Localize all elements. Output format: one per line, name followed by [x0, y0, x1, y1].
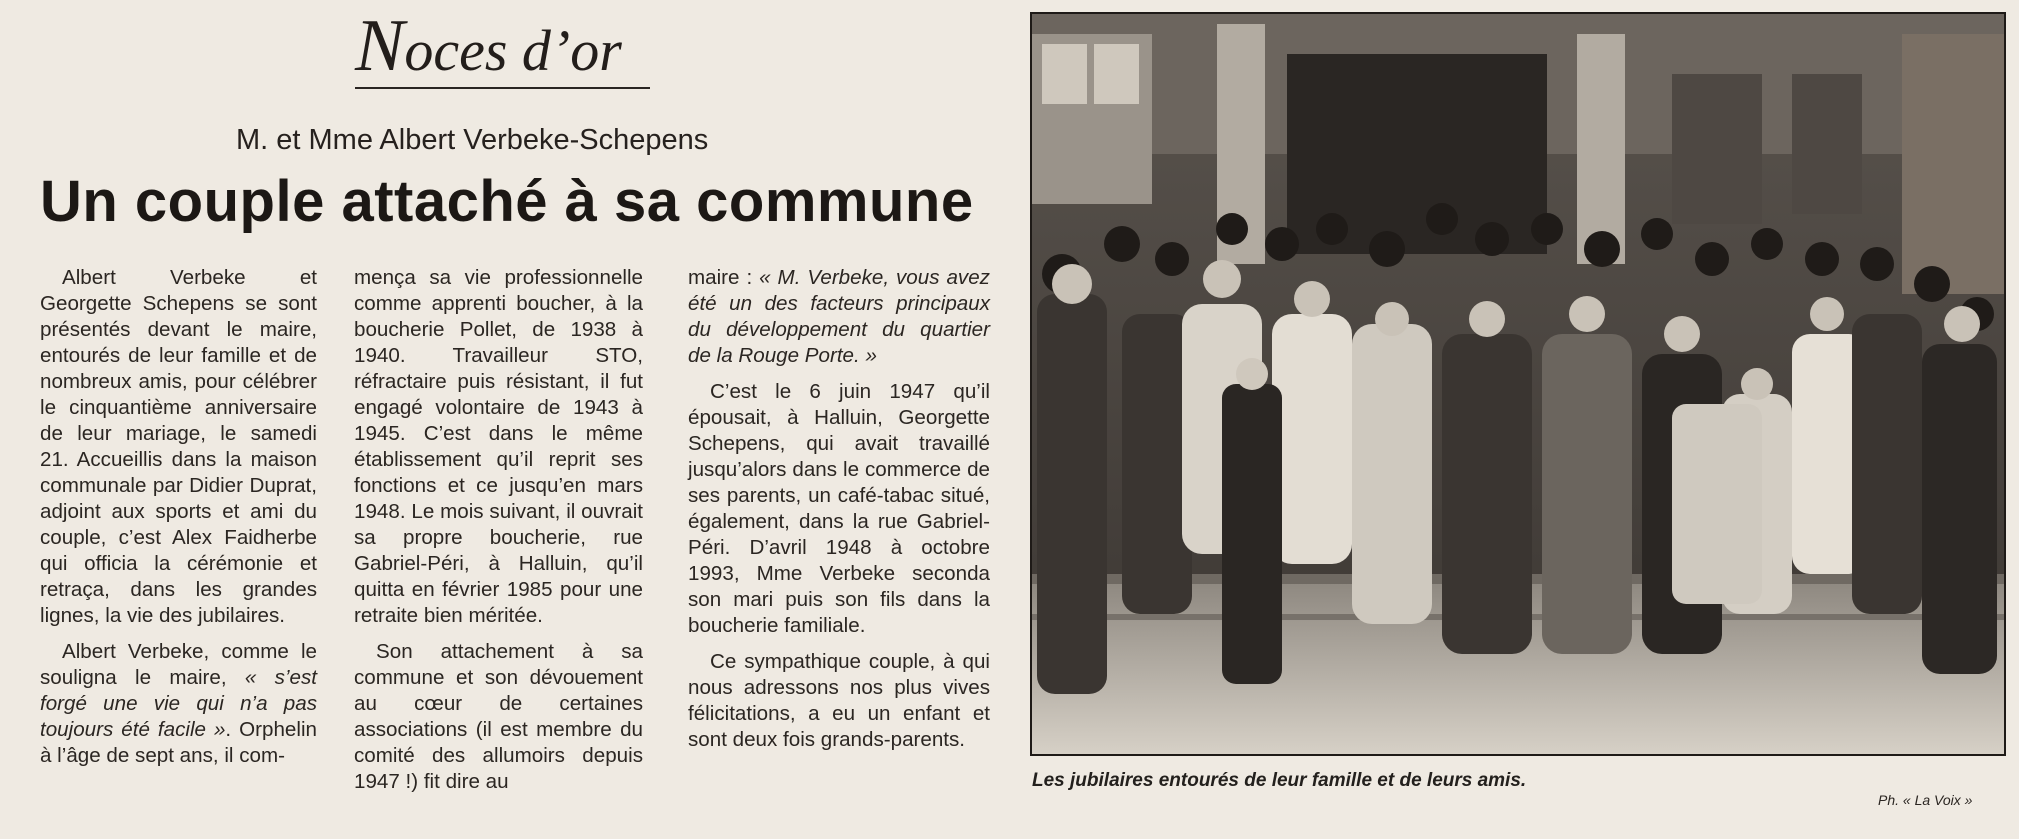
photo-caption: Les jubilaires entourés de leur famille et de leurs amis. — [1032, 770, 1527, 791]
article-column-3 — [688, 265, 990, 753]
paragraph: Ce sympathique couple, à qui nous adressons nos plus vives félicitations, a eu un enfant et sont deux fois grands-parents. — [688, 650, 990, 751]
group-photo — [1030, 12, 2006, 756]
article-column-2 — [354, 265, 643, 795]
kicker-initial: N — [355, 5, 405, 87]
text-run: maire : — [688, 266, 760, 289]
quote: « s’est forgé une vie qui n’a pas toujours été facile » — [40, 666, 317, 741]
article-column-1 — [40, 265, 317, 769]
photo-credit: Ph. « La Voix » — [1878, 792, 1973, 808]
paragraph: mença sa vie professionnelle comme apprenti boucher, à la boucherie Pollet, de 1938 à 1940. Travailleur STO, réfractaire puis résistant, il fut engagé volontaire de 1943 à 1945. C’est dans le même établissement qu’il reprit ses fonctions et ce jusqu’en mars 1948. Le mois suivant, il ouvrait sa propre boucherie, rue Gabriel-Péri, à Halluin, qu’il quitta en février 1985 pour une retraite bien méritée. — [354, 266, 643, 627]
kicker-rest: oces d’or — [404, 18, 622, 83]
paragraph — [688, 265, 990, 369]
paragraph: Albert Verbeke et Georgette Schepens se sont présentés devant le maire, entourés de leur famille et de nombreux amis, pour célébrer le cinquantième anniversaire de leur mariage, le samedi 21. Accueillis dans la maison communale par Didier Duprat, adjoint aux sports et ami du couple, c’est Alex Faidherbe qui officia la cérémonie et retraça, dans les grandes lignes, la vie des jubilaires. — [40, 266, 317, 627]
subheadline: M. et Mme Albert Verbeke-Schepens — [236, 124, 709, 156]
quote: « M. Verbeke, vous avez été un des facteurs principaux du développement du quartier de la Rouge Porte. » — [688, 266, 990, 367]
paragraph — [40, 639, 317, 769]
headline: Un couple attaché à sa commune — [40, 169, 974, 234]
text-run: . Orphelin à l’âge de sept ans, il com- — [40, 718, 317, 767]
text-run: Albert Verbeke, comme le souligna le maire, — [40, 640, 317, 689]
paragraph: C’est le 6 juin 1947 qu’il épousait, à Halluin, Georgette Schepens, qui avait travaillé jusqu’alors dans le commerce de ses parents, un café-tabac situé, également, dans la rue Gabriel-Péri. D’avril 1948 à octobre 1993, Mme Verbeke seconda son mari puis son fils dans la boucherie familiale. — [688, 380, 990, 637]
group-photo-illustration — [1032, 14, 2004, 754]
paragraph: Son attachement à sa commune et son dévouement au cœur de certaines associations (il est membre du comité des allumoirs depuis 1947 !) fit dire au — [354, 640, 643, 793]
section-kicker — [355, 5, 650, 89]
